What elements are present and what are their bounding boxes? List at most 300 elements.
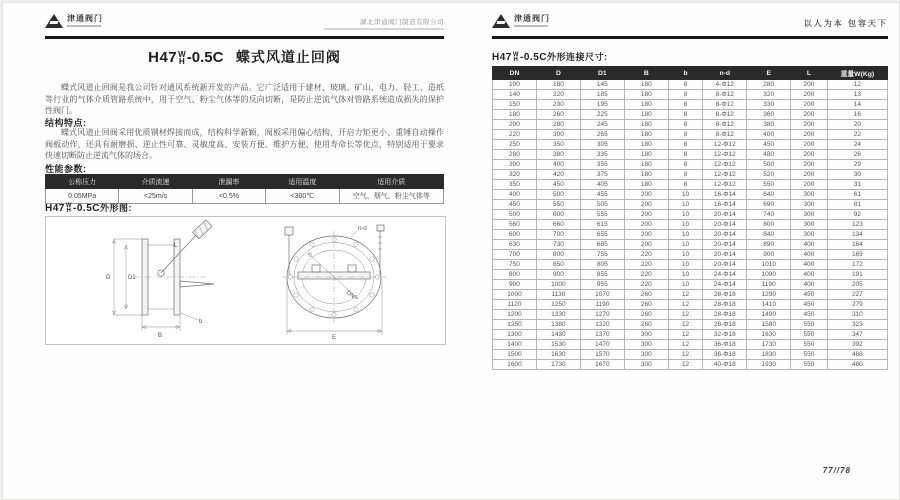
table-cell: 1320 (580, 320, 624, 330)
column-header: 适用温度 (266, 175, 339, 189)
table-cell: 320 (493, 170, 537, 180)
table-cell: 10 (668, 190, 703, 200)
params-heading: 性能参数: (45, 164, 87, 174)
table-cell: 169 (827, 250, 887, 260)
table-cell: 300 (624, 350, 668, 360)
table-cell: 805 (580, 260, 624, 270)
table-cell: 20-Φ14 (703, 260, 747, 270)
table-row (493, 340, 888, 350)
table-cell: 200 (791, 180, 828, 190)
features-heading: 结构特点: (45, 118, 87, 128)
table-cell: 260 (624, 290, 668, 300)
table-row (493, 140, 888, 150)
side-view (106, 220, 214, 339)
table-cell: 260 (536, 110, 580, 120)
table-cell: 520 (747, 170, 791, 180)
table-cell: <300℃ (266, 189, 339, 204)
table-cell: 260 (624, 320, 668, 330)
table-cell: 350 (536, 140, 580, 150)
page-number: 77//78 (822, 466, 851, 475)
table-cell: 16-Φ14 (703, 190, 747, 200)
table-cell: 1290 (747, 290, 791, 300)
table-cell: 180 (624, 90, 668, 100)
table-row (493, 300, 888, 310)
model-designation: H47 W H -0.5C (45, 202, 100, 214)
table-cell: 180 (624, 100, 668, 110)
table-cell: 180 (624, 180, 668, 190)
table-cell: 28-Φ18 (703, 310, 747, 320)
table-cell: 12 (668, 360, 703, 370)
table-cell: 31 (827, 180, 887, 190)
company-name: 湖北津通阀门制造有限公司 (360, 19, 444, 26)
table-cell: 550 (791, 350, 828, 360)
table-cell: 600 (536, 210, 580, 220)
table-cell: 335 (580, 150, 624, 160)
table-row (493, 320, 888, 330)
catalog-spread (2, 2, 900, 500)
table-cell: 700 (493, 250, 537, 260)
table-cell: 300 (791, 220, 828, 230)
table-cell: 8 (668, 160, 703, 170)
product-name: 蝶式风道止回阀 (235, 49, 341, 65)
table-cell: 1400 (493, 340, 537, 350)
table-cell: 134 (827, 230, 887, 240)
table-cell: 1090 (747, 270, 791, 280)
table-row (493, 190, 888, 200)
intro-paragraph: 蝶式风道止回阀是我公司针对通风系统新开发的产品。它广泛适用于建材、玻璃、矿山、电力、轻工、造纸等行业的气体介质管路系统中，用于空气、粉尘气体等的反向切断，是防止逆流气体对管路系统造成损失的保护性阀门。 (45, 83, 444, 115)
page-right (449, 3, 899, 499)
table-cell: 200 (624, 200, 668, 210)
table-cell: 405 (580, 180, 624, 190)
table-header-row (46, 175, 444, 189)
table-cell: 400 (536, 160, 580, 170)
table-cell: 20-Φ14 (703, 240, 747, 250)
table-cell: 280 (493, 150, 537, 160)
table-row (493, 220, 888, 230)
table-cell: 28-Φ18 (703, 290, 747, 300)
column-header: L (791, 67, 828, 80)
table-cell: 468 (827, 350, 887, 360)
brand-logo (45, 14, 103, 28)
table-cell: 1250 (493, 320, 537, 330)
table-cell: 400 (493, 190, 537, 200)
table-row (493, 310, 888, 320)
table-cell: 450 (791, 300, 828, 310)
table-cell: 355 (580, 160, 624, 170)
table-row (493, 240, 888, 250)
page-left (3, 3, 453, 499)
table-cell: 12-Φ12 (703, 170, 747, 180)
column-header: 公称压力 (46, 175, 119, 189)
table-cell: 200 (791, 130, 828, 140)
dim-label-b: b (199, 319, 203, 325)
slogan-text: 以人为本 包容天下 (803, 19, 888, 28)
logo-text: 津通阀门 (514, 14, 550, 23)
table-cell: 10 (668, 260, 703, 270)
table-cell: 1730 (747, 340, 791, 350)
table-cell: 630 (493, 240, 537, 250)
table-cell: 123 (827, 220, 887, 230)
table-cell: 200 (624, 190, 668, 200)
table-cell: 550 (536, 200, 580, 210)
table-cell: 400 (747, 130, 791, 140)
table-cell: 1120 (493, 300, 537, 310)
table-row (493, 170, 888, 180)
table-cell: 400 (791, 250, 828, 260)
table-cell: 550 (747, 180, 791, 190)
table-cell: 455 (580, 190, 624, 200)
table-cell: 180 (624, 170, 668, 180)
table-cell: 200 (493, 120, 537, 130)
logo-subtext-line (67, 25, 101, 27)
table-cell: 180 (624, 120, 668, 130)
dim-label-D1: D1 (128, 275, 136, 281)
table-cell: 1370 (580, 330, 624, 340)
table-cell: 8 (668, 150, 703, 160)
table-cell: 1190 (747, 280, 791, 290)
table-cell: 200 (791, 80, 828, 90)
front-view (282, 225, 386, 341)
table-cell: 300 (624, 330, 668, 340)
table-cell: 8 (668, 180, 703, 190)
table-cell: 10 (668, 240, 703, 250)
table-cell: 800 (493, 270, 537, 280)
table-cell: 150 (493, 100, 537, 110)
table-cell: 900 (747, 250, 791, 260)
table-header-row (493, 67, 888, 80)
table-cell: 8 (668, 90, 703, 100)
table-cell: 300 (624, 340, 668, 350)
table-cell: 300 (624, 360, 668, 370)
table-cell: 300 (791, 230, 828, 240)
table-row (493, 110, 888, 120)
table-cell: 505 (580, 200, 624, 210)
table-cell: 10 (668, 230, 703, 240)
table-cell: 1250 (536, 300, 580, 310)
dim-label-DN: DN (344, 289, 356, 301)
table-cell: 500 (536, 190, 580, 200)
table-cell: 22 (827, 130, 887, 140)
table-cell: 555 (580, 210, 624, 220)
table-cell: 1630 (747, 330, 791, 340)
table-cell: 200 (791, 160, 828, 170)
dim-label-nd: n-d (358, 226, 367, 232)
table-cell: 20-Φ14 (703, 210, 747, 220)
table-row (493, 360, 888, 370)
table-cell: 1010 (747, 260, 791, 270)
table-cell: 26 (827, 150, 887, 160)
table-cell: 1000 (536, 280, 580, 290)
table-cell: 480 (747, 150, 791, 160)
table-cell: 300 (791, 210, 828, 220)
table-cell: 200 (791, 90, 828, 100)
table-cell: 300 (791, 200, 828, 210)
table-cell: 1670 (580, 360, 624, 370)
table-cell: 450 (791, 290, 828, 300)
table-cell: <25m/s (119, 189, 192, 204)
table-cell: 1330 (536, 310, 580, 320)
table-cell: 200 (624, 220, 668, 230)
table-cell: 13 (827, 90, 887, 100)
table-cell: 40-Φ18 (703, 360, 747, 370)
table-cell: 12 (668, 320, 703, 330)
table-cell: 0.05MPa (46, 189, 119, 204)
table-cell: 180 (624, 80, 668, 90)
table-cell: 323 (827, 320, 887, 330)
table-cell: 12 (668, 290, 703, 300)
table-cell: 220 (493, 130, 537, 140)
table-cell: 14 (827, 100, 887, 110)
table-cell: 740 (747, 210, 791, 220)
table-cell: 8-Φ12 (703, 120, 747, 130)
dimension-table (492, 66, 888, 370)
column-header: b (668, 67, 703, 80)
table-cell: 12 (668, 310, 703, 320)
table-cell: 220 (624, 280, 668, 290)
table-cell: 30 (827, 170, 887, 180)
column-header: DN (493, 67, 537, 80)
table-cell: 8 (668, 120, 703, 130)
table-cell: 36-Φ18 (703, 340, 747, 350)
table-cell: 205 (827, 280, 887, 290)
table-cell: 750 (493, 260, 537, 270)
header-rule (45, 36, 444, 39)
table-cell: 8 (668, 110, 703, 120)
table-cell: 1130 (536, 290, 580, 300)
table-cell: 10 (668, 270, 703, 280)
header-company (324, 19, 444, 30)
table-cell: 180 (624, 140, 668, 150)
table-cell: 1190 (580, 300, 624, 310)
dim-label-E: E (332, 335, 337, 341)
table-cell: 空气、烟气、粉尘气体等 (339, 189, 443, 204)
table-cell: 8 (668, 130, 703, 140)
table-cell: 1730 (536, 360, 580, 370)
table-cell: 279 (827, 300, 887, 310)
table-cell: 140 (493, 90, 537, 100)
table-cell: 200 (791, 140, 828, 150)
table-cell: 8 (668, 80, 703, 90)
table-cell: 8-Φ12 (703, 110, 747, 120)
table-cell: 24-Φ14 (703, 280, 747, 290)
table-row (493, 90, 888, 100)
table-cell: 420 (536, 170, 580, 180)
table-cell: 305 (580, 140, 624, 150)
table-cell: 8 (668, 140, 703, 150)
table-cell: 200 (624, 230, 668, 240)
table-cell: 200 (791, 170, 828, 180)
table-row (493, 100, 888, 110)
table-cell: 480 (827, 360, 887, 370)
table-cell: 12-Φ12 (703, 160, 747, 170)
table-cell: 560 (493, 220, 537, 230)
table-cell: 180 (536, 80, 580, 90)
table-cell: 690 (747, 200, 791, 210)
table-cell: 172 (827, 260, 887, 270)
table-cell: 230 (536, 100, 580, 110)
table-cell: 375 (580, 170, 624, 180)
table-cell: 225 (580, 110, 624, 120)
table-cell: 360 (747, 110, 791, 120)
logo-subtext-line (514, 25, 548, 27)
table-cell: 550 (791, 320, 828, 330)
logo-triangle-icon (45, 14, 63, 28)
table-row (493, 230, 888, 240)
table-cell: 180 (493, 110, 537, 120)
table-cell: 380 (536, 150, 580, 160)
table-row (493, 260, 888, 270)
table-cell: 700 (536, 230, 580, 240)
table-cell: 280 (536, 120, 580, 130)
table-cell: 265 (580, 130, 624, 140)
table-cell: 4-Φ12 (703, 80, 747, 90)
table-cell: 92 (827, 210, 887, 220)
table-cell: 955 (580, 280, 624, 290)
table-cell: 655 (580, 230, 624, 240)
table-cell: 12 (827, 80, 887, 90)
table-row (493, 280, 888, 290)
table-cell: 1000 (493, 290, 537, 300)
table-cell: 320 (747, 90, 791, 100)
table-cell: 227 (827, 290, 887, 300)
table-row (493, 130, 888, 140)
column-header: 重量W(Kg) (827, 67, 887, 80)
performance-table (45, 174, 444, 204)
dim-label-L: L (174, 243, 178, 249)
table-cell: 400 (791, 280, 828, 290)
table-row (493, 120, 888, 130)
dim-label-B: B (158, 333, 163, 339)
table-cell: 1630 (536, 350, 580, 360)
table-cell: 600 (493, 230, 537, 240)
table-cell: 10 (668, 280, 703, 290)
table-cell: 300 (536, 130, 580, 140)
table-cell: 450 (747, 140, 791, 150)
page-title (45, 47, 444, 67)
table-cell: 1410 (747, 300, 791, 310)
table-cell: 8-Φ12 (703, 100, 747, 110)
table-cell: 12 (668, 340, 703, 350)
table-row (493, 350, 888, 360)
table-cell: 800 (747, 220, 791, 230)
table-cell: 1470 (580, 340, 624, 350)
table-cell: 500 (493, 210, 537, 220)
header-rule (492, 36, 888, 39)
table-cell: 12-Φ12 (703, 150, 747, 160)
column-header: n-d (703, 67, 747, 80)
table-row (493, 180, 888, 190)
table-cell: 195 (580, 100, 624, 110)
column-header: D1 (580, 67, 624, 80)
table-cell: 890 (747, 240, 791, 250)
table-cell: 400 (791, 270, 828, 280)
table-row (493, 160, 888, 170)
table-cell: 200 (791, 110, 828, 120)
table-cell: 180 (624, 130, 668, 140)
column-header: B (624, 67, 668, 80)
table-row (493, 330, 888, 340)
table-cell: 1580 (747, 320, 791, 330)
table-cell: 8 (668, 100, 703, 110)
table-cell: 640 (747, 190, 791, 200)
table-cell: 185 (580, 90, 624, 100)
table-cell: 28-Φ18 (703, 320, 747, 330)
table-cell: 250 (493, 140, 537, 150)
table-cell: 300 (791, 190, 828, 200)
table-cell: 450 (493, 200, 537, 210)
table-row (493, 290, 888, 300)
table-cell: 1430 (536, 330, 580, 340)
table-cell: 1380 (536, 320, 580, 330)
table-cell: <0.5% (192, 189, 265, 204)
table-cell: 20-Φ14 (703, 230, 747, 240)
table-cell: 392 (827, 340, 887, 350)
table-cell: 310 (827, 310, 887, 320)
table-cell: 100 (493, 80, 537, 90)
table-cell: 180 (624, 160, 668, 170)
features-paragraph: 蝶式风道止回阀采用优质钢材焊接而成，结构科学新颖，阀板采用偏心结构，开启力矩更小、重锤自动操作阀板动作，还具有耐磨损、逆止性可靠、灵敏度高、安装方便、维护方便、使用寿命长等优点，特别适用于要求快速切断防止逆流气体的场合。 (45, 128, 444, 160)
dimension-table-heading: H47 W H -0.5C 外形连接尺寸: (492, 51, 608, 63)
outline-drawing (45, 216, 446, 345)
table-cell: 220 (624, 250, 668, 260)
table-cell: 10 (668, 220, 703, 230)
table-cell: 1270 (580, 310, 624, 320)
table-cell: 280 (747, 80, 791, 90)
table-cell: 1070 (580, 290, 624, 300)
table-cell: 180 (624, 110, 668, 120)
table-row (493, 250, 888, 260)
table-row (493, 200, 888, 210)
table-cell: 20 (827, 120, 887, 130)
table-cell: 347 (827, 330, 887, 340)
table-cell: 660 (536, 220, 580, 230)
table-cell: 12 (668, 330, 703, 340)
table-cell: 550 (791, 330, 828, 340)
table-row (493, 270, 888, 280)
table-cell: 164 (827, 240, 887, 250)
table-cell: 550 (791, 360, 828, 370)
table-cell: 220 (624, 270, 668, 280)
table-cell: 755 (580, 250, 624, 260)
table-row (493, 80, 888, 90)
table-cell: 615 (580, 220, 624, 230)
table-cell: 300 (493, 160, 537, 170)
table-cell: 900 (493, 280, 537, 290)
table-cell: 12-Φ12 (703, 180, 747, 190)
table-cell: 20-Φ14 (703, 220, 747, 230)
table-cell: 200 (624, 240, 668, 250)
table-cell: 1500 (493, 350, 537, 360)
header-slogan (804, 18, 888, 29)
table-cell: 61 (827, 190, 887, 200)
table-cell: 24-Φ14 (703, 270, 747, 280)
table-cell: 1490 (747, 310, 791, 320)
table-cell: 220 (624, 260, 668, 270)
table-row (493, 150, 888, 160)
model-designation: H47 W H -0.5C (492, 51, 547, 63)
model-designation: H47 W H -0.5C (148, 49, 224, 66)
table-cell: 730 (536, 240, 580, 250)
table-cell: 8-Φ12 (703, 130, 747, 140)
table-cell: 16 (827, 110, 887, 120)
table-cell: 36-Φ18 (703, 350, 747, 360)
table-cell: 200 (791, 150, 828, 160)
table-cell: 12 (668, 350, 703, 360)
table-cell: 380 (747, 120, 791, 130)
table-cell: 81 (827, 200, 887, 210)
column-header: 泄漏率 (192, 175, 265, 189)
table-cell: 220 (536, 90, 580, 100)
